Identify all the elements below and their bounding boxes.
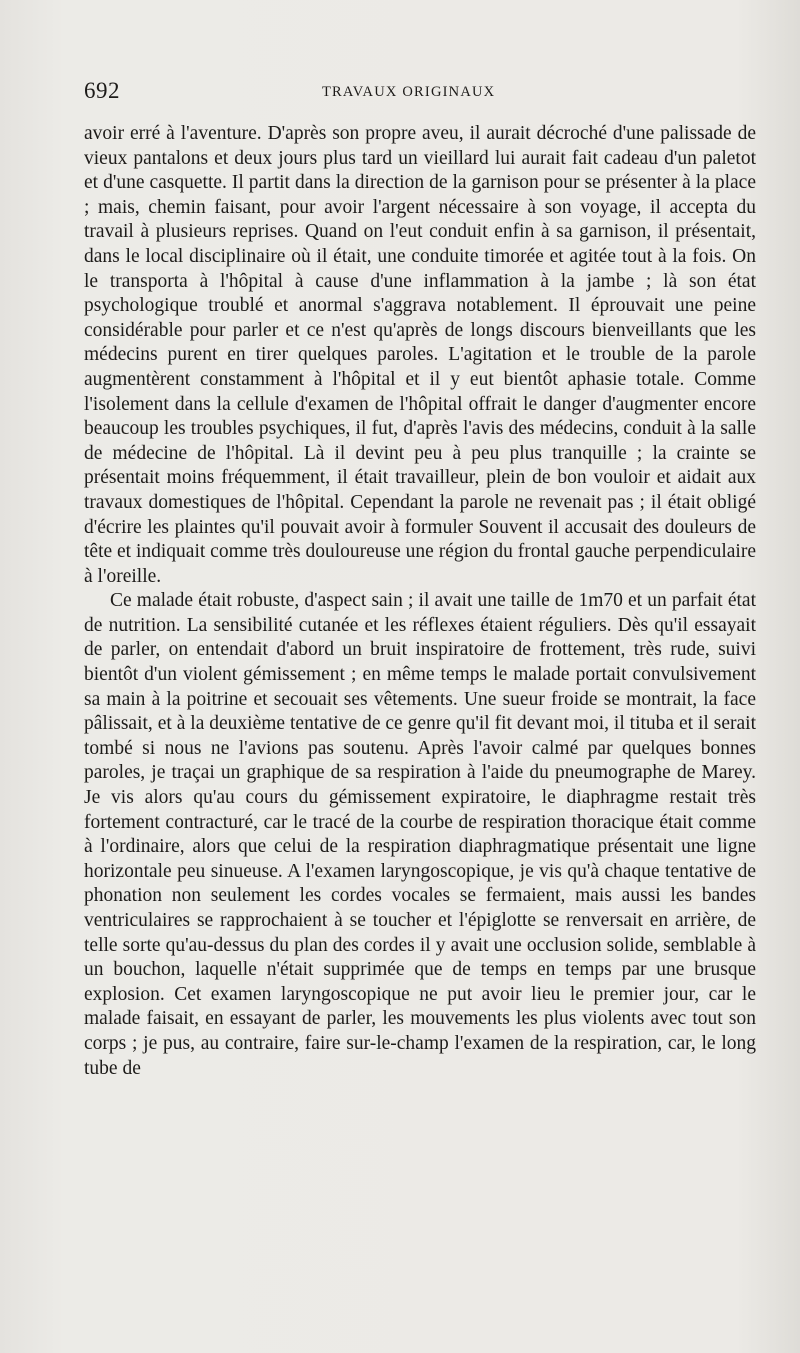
running-title: TRAVAUX ORIGINAUX bbox=[322, 84, 496, 100]
running-head bbox=[84, 78, 754, 106]
paragraph-1: avoir erré à l'aventure. D'après son propre aveu, il aurait décroché d'une palissade de vieux pantalons et deux jours plus tard un vieillard lui aurait fait cadeau d'un paletot et d'une casquette. Il partit dans la direction de la garnison pour se présenter à la place ; mais, chemin faisant, pour avoir l'argent nécessaire à son voyage, il accepta du travail à plusieurs reprises. Quand on l'eut conduit enfin à sa garnison, il présentait, dans le local disciplinaire où il était, une conduite timorée et agitée tout à la fois. On le transporta à l'hôpital à cause d'une inflammation à la jambe ; là son état psychologique troublé et anormal s'aggrava notablement. Il éprouvait une peine considérable pour parler et ce n'est qu'après de longs discours bienveillants que les médecins purent en tirer quelques paroles. L'agitation et le trouble de la parole augmentèrent constamment à l'hôpital et il y eut bientôt aphasie totale. Comme l'isolement dans la cellule d'examen de l'hôpital offrait le danger d'augmenter encore beaucoup les troubles psychiques, il fut, d'après l'avis des médecins, conduit à la salle de médecine de l'hôpital. Là il devint peu à peu plus tranquille ; la crainte se présentait moins fréquemment, il était travailleur, plein de bon vouloir et aidait aux travaux domestiques de l'hôpital. Cependant la parole ne revenait pas ; il était obligé d'écrire les plaintes qu'il pouvait avoir à formuler Souvent il accusait des douleurs de tête et indiquait comme très douloureuse une région du frontal gauche perpendiculaire à l'oreille. bbox=[84, 123, 756, 587]
paragraph-2: Ce malade était robuste, d'aspect sain ; il avait une taille de 1m70 et un parfait état de nutrition. La sensibilité cutanée et les réflexes étaient réguliers. Dès qu'il essayait de parler, on entendait d'abord un bruit inspiratoire de frottement, très rude, suivi bientôt d'un violent gémissement ; en même temps le malade portait convulsivement sa main à la poitrine et secouait ses vêtements. Une sueur froide se montrait, la face pâlissait, et à la deuxième tentative de ce genre qu'il fit devant moi, il tituba et il serait tombé si nous ne l'avions pas soutenu. Après l'avoir calmé par quelques bonnes paroles, je traçai un graphique de sa respiration à l'aide du pneumographe de Marey. Je vis alors qu'au cours du gémissement expiratoire, le diaphragme restait très fortement contracturé, car le tracé de la courbe de respiration thoracique était comme à l'ordinaire, alors que celui de la respiration diaphragmatique présentait une ligne horizontale peu sinueuse. A l'examen laryngoscopique, je vis qu'à chaque tentative de phonation non seulement les cordes vocales se fermaient, mais aussi les bandes ventriculaires se rapprochaient à se toucher et l'épiglotte se renversait en arrière, de telle sorte qu'au-dessus du plan des cordes il y avait une occlusion solide, semblable à un bouchon, laquelle n'était supprimée que de temps en temps par une brusque explosion. Cet examen laryngoscopique ne put avoir lieu le premier jour, car le malade faisait, en essayant de parler, les mouvements les plus violents avec tout son corps ; je pus, au contraire, faire sur-le-champ l'examen de la respiration, car, le long tube de bbox=[84, 590, 756, 1079]
body-text bbox=[84, 122, 756, 1081]
page-number: 692 bbox=[84, 78, 120, 103]
